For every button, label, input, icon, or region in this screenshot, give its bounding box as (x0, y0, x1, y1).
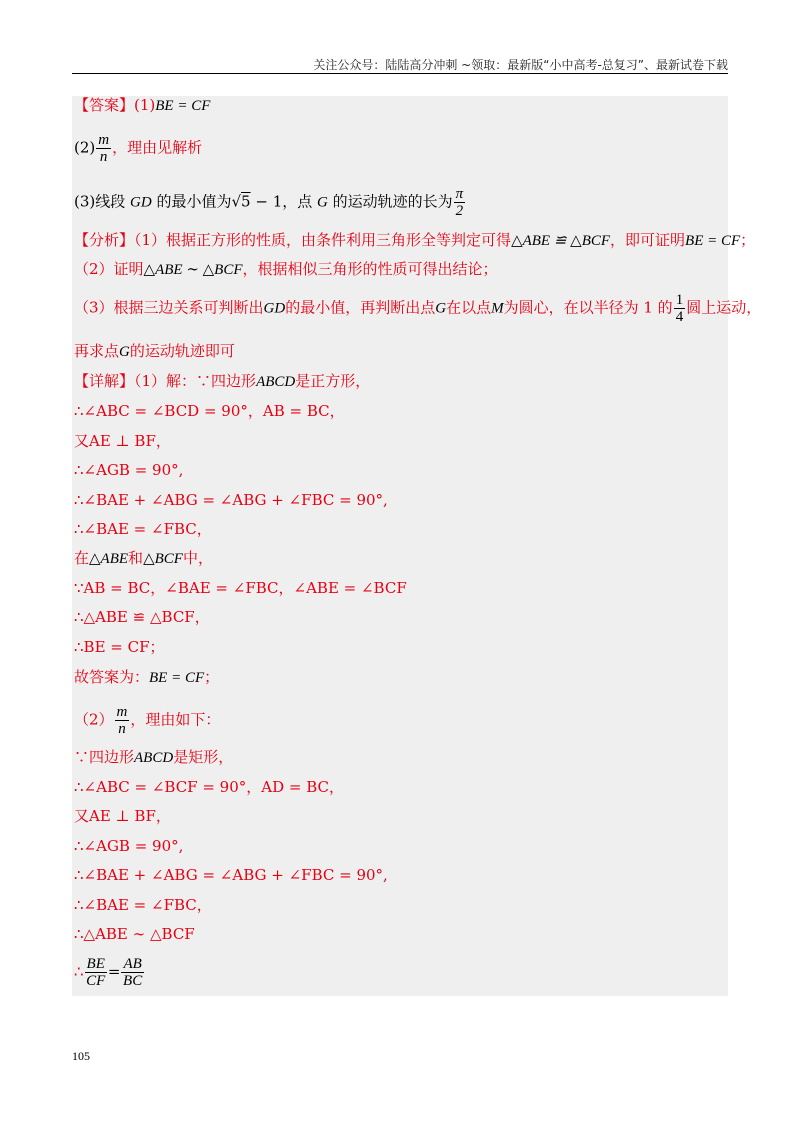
answer-line-2: (2) $\frac{m}{n}$ ，理由见解析 (74, 132, 203, 165)
detail-part-2: （2） $\frac{m}{n}$ ，理由如下： (74, 704, 221, 737)
fraction: $\frac{1}{4}$ (675, 292, 684, 325)
detail-step: ∴∠BAE + ∠ABG = ∠ABG + ∠FBC = 90°, (74, 491, 388, 509)
fraction: $\frac{\pi}{2}$ (455, 186, 464, 219)
detail-step: ∴∠ABC = ∠BCD = 90°，AB = BC， (74, 402, 345, 420)
detail-step: ∴△ABE ∼ △BCF (74, 925, 195, 943)
detail-step: ∴△ABE ≌ △BCF， (74, 608, 210, 626)
detail-step: ∵四边形ABCD是矩形， (74, 748, 234, 766)
analysis-line-1: 【分析】（1）根据正方形的性质，由条件利用三角形全等判定可得△ABE ≌ △BCF，即可证明BE = CF； (74, 231, 756, 249)
header-divider (72, 73, 728, 74)
detail-step: 又AE ⊥ BF， (74, 807, 171, 825)
answer-line-1: 【答案】(1)BE = CF (74, 96, 211, 114)
answer-label: 【答案】 (74, 96, 135, 114)
page-number: 105 (72, 1049, 90, 1063)
detail-step: ∴∠AGB = 90°, (74, 461, 184, 479)
detail-step: ∴∠ABC = ∠BCF = 90°，AD = BC， (74, 778, 345, 796)
detail-step: ∴∠AGB = 90°, (74, 837, 184, 855)
math: BE = CF (155, 98, 211, 114)
analysis-line-3: （3）根据三边关系可判断出GD的最小值，再判断出点G在以点M为圆心，在以半径为 1 的 $\frac{1}{4}$ 圆上运动， (74, 292, 762, 325)
analysis-label: 【分析】 (74, 231, 135, 249)
detail-step: ∵AB = BC，∠BAE = ∠FBC，∠ABE = ∠BCF (74, 579, 407, 597)
detail-label: 【详解】 (74, 372, 135, 390)
analysis-line-4: 再求点G的运动轨迹即可 (74, 342, 235, 360)
detail-step: 在△ABE和△BCF中， (74, 549, 213, 567)
detail-step: ∴∠BAE = ∠FBC， (74, 896, 212, 914)
analysis-line-2: （2）证明△ABE ∼ △BCF，根据相似三角形的性质可得出结论； (74, 260, 498, 278)
detail-line-1: 【详解】（1）解：∵四边形ABCD是正方形， (74, 372, 371, 390)
fraction: $\frac{AB}{BC}$ (123, 956, 143, 989)
fraction: $\frac{m}{n}$ (116, 704, 128, 737)
detail-step: 故答案为：BE = CF； (74, 668, 220, 686)
detail-step: ∴BE = CF； (74, 638, 165, 656)
detail-step: ∴∠BAE = ∠FBC， (74, 520, 212, 538)
fraction: $\frac{m}{n}$ (98, 132, 110, 165)
answer-line-3: (3)线段 GD 的最小值为√5 − 1，点 G 的运动轨迹的长为 $\frac{\pi}{2}$ (74, 186, 464, 219)
detail-step: 又AE ⊥ BF， (74, 432, 171, 450)
detail-step-ratio: ∴ $\frac{BE}{CF}$ = $\frac{AB}{BC}$ (74, 956, 143, 989)
fraction: $\frac{BE}{CF}$ (86, 956, 106, 989)
detail-step: ∴∠BAE + ∠ABG = ∠ABG + ∠FBC = 90°, (74, 866, 388, 884)
page-header: 关注公众号：陆陆高分冲刺 ~领取：最新版“小中高考-总复习”、最新试卷下载 (313, 58, 728, 72)
